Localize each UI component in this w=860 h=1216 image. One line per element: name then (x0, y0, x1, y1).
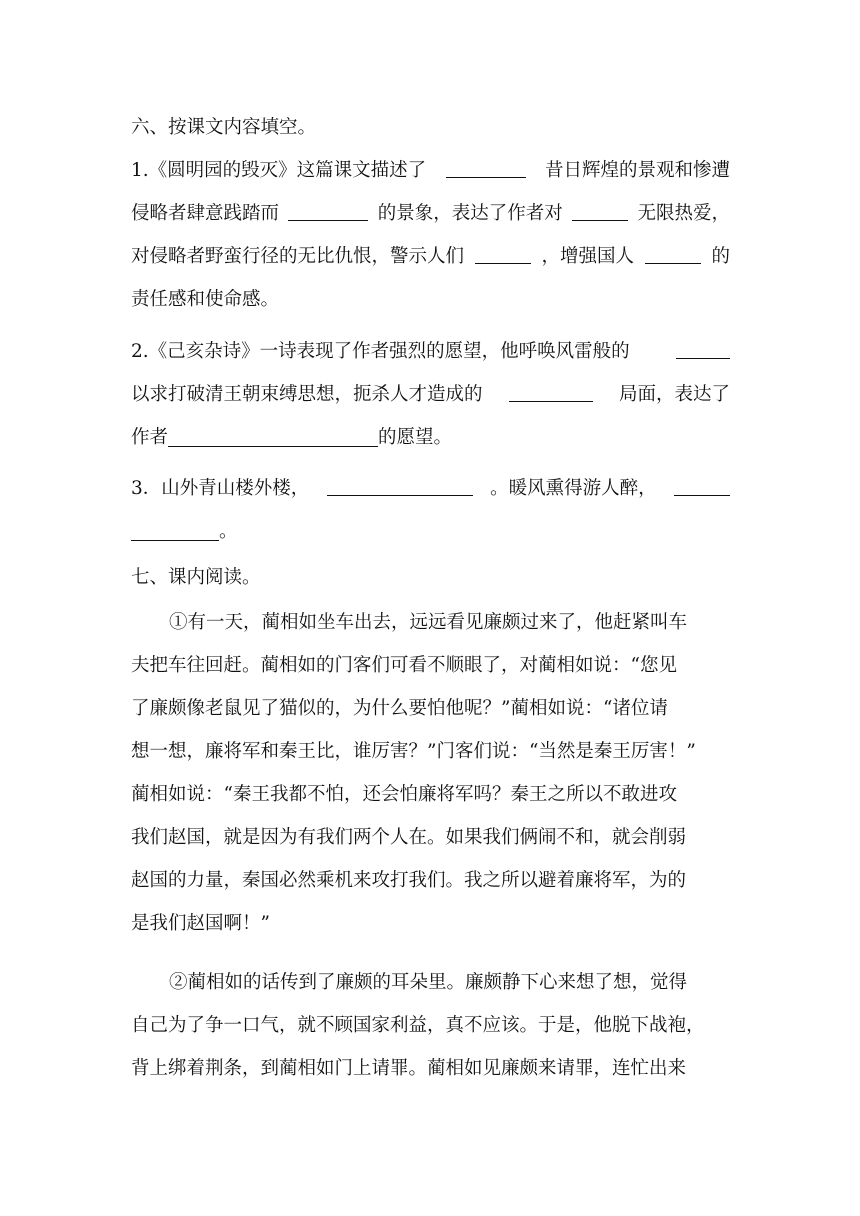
answer-blank[interactable] (509, 377, 593, 402)
q3-line-2 (131, 514, 730, 550)
q1-text: 的 (711, 246, 730, 267)
q1-text: 对侵略者野蛮行径的无比仇恨，警示人们 (131, 246, 465, 267)
section-6-heading: 六、按课文内容填空。 (131, 117, 317, 138)
passage-p2-line: ②蔺相如的话传到了廉颇的耳朵里。廉颇静下心来想了想，觉得 (169, 972, 688, 993)
passage-p1-line: 了廉颇像老鼠见了猫似的，为什么要怕他呢？”蔺相如说：“诸位请 (131, 698, 668, 719)
q1-text: 的景象，表达了作者对 (377, 203, 563, 224)
q1-text: ，增强国人 (541, 246, 634, 267)
q2-text: 作者 (131, 427, 169, 448)
answer-blank[interactable] (446, 153, 526, 178)
q2-line-3 (131, 420, 730, 456)
answer-blank[interactable] (131, 516, 219, 541)
q1-text: 侵略者肆意践踏而 (131, 203, 280, 224)
passage-p2-line: 自己为了争一口气，就不顾国家利益，真不应该。于是，他脱下战袍， (131, 1015, 705, 1036)
passage-p1-line: 我们赵国，就是因为有我们两个人在。如果我们俩闹不和，就会削弱 (131, 827, 687, 848)
q1-text: 无限热爱， (637, 203, 730, 224)
answer-blank[interactable] (645, 239, 701, 264)
q2-line-1 (131, 334, 730, 370)
q3-text: 。暖风熏得游人醉， (490, 478, 657, 499)
answer-blank[interactable] (674, 471, 730, 496)
q3-text: 。 (219, 521, 238, 542)
answer-blank[interactable] (168, 422, 378, 447)
q2-text: 以求打破清王朝束缚思想，扼杀人才造成的 (131, 384, 483, 405)
q3-text: 3．山外青山楼外楼， (131, 478, 310, 499)
q1-text: 1.《圆明园的毁灭》这篇课文描述了 (131, 160, 427, 181)
answer-blank[interactable] (327, 471, 473, 496)
passage-p1-line: ①有一天，蔺相如坐车出去，远远看见廉颇过来了，他赶紧叫车 (169, 612, 688, 633)
answer-blank[interactable] (676, 334, 730, 359)
passage-p2-line: 背上绑着荆条，到蔺相如门上请罪。蔺相如见廉颇来请罪，连忙出来 (131, 1058, 687, 1079)
section-7-heading: 七、课内阅读。 (131, 567, 261, 588)
q3-line-1 (131, 471, 730, 507)
passage-p1-line: 是我们赵国啊！” (131, 913, 270, 934)
q1-text: 昔日辉煌的景观和惨遭 (544, 160, 730, 181)
answer-blank[interactable] (288, 196, 368, 221)
passage-p1-line: 想一想，廉将军和秦王比，谁厉害？”门客们说：“当然是秦王厉害！” (131, 741, 696, 762)
q1-line-2 (131, 196, 730, 232)
q1-line-1 (131, 153, 730, 189)
passage-p1-line: 夫把车往回赶。蔺相如的门客们可看不顺眼了，对蔺相如说：“您见 (131, 655, 677, 676)
q1-line-4: 责任感和使命感。 (131, 289, 280, 310)
passage-p1-line: 赵国的力量，秦国必然乘机来攻打我们。我之所以避着廉将军，为的 (131, 870, 687, 891)
answer-blank[interactable] (475, 239, 531, 264)
passage-p1-line: 蔺相如说：“秦王我都不怕，还会怕廉将军吗？秦王之所以不敢进攻 (131, 784, 677, 805)
q2-text: 局面，表达了 (618, 384, 730, 405)
q2-line-2 (131, 377, 730, 413)
answer-blank[interactable] (572, 196, 628, 221)
q2-text: 2.《己亥杂诗》一诗表现了作者强烈的愿望，他呼唤风雷般的 (131, 341, 630, 362)
q2-text: 的愿望。 (378, 427, 453, 448)
q1-line-3 (131, 239, 730, 275)
